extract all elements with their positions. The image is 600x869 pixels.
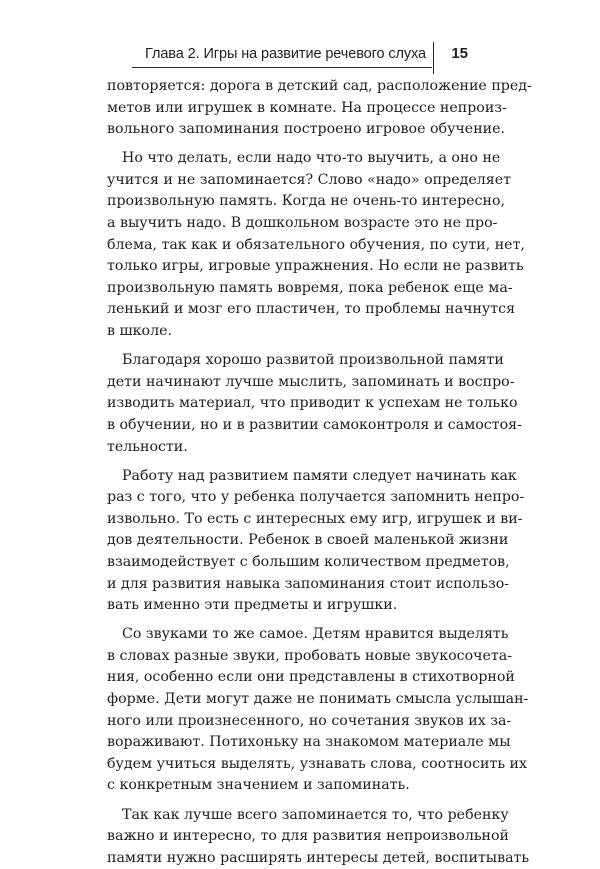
paragraph	[107, 805, 471, 869]
text-line: ленький и мозг его пластичен, то проблемы начнутся	[107, 299, 471, 321]
paragraph	[107, 466, 471, 617]
text-line: Благодаря хорошо развитой произвольной памяти	[107, 350, 471, 372]
text-line: в школе.	[107, 321, 471, 343]
text-line: учится и не запоминается? Слово «надо» определяет	[107, 170, 471, 192]
text-line: дети начинают лучше мыслить, запоминать и воспро-	[107, 372, 471, 394]
header-separator	[433, 42, 435, 74]
paragraph	[107, 148, 471, 342]
text-line: будем учиться выделять, узнавать слова, соотносить их	[107, 754, 471, 776]
text-line: форме. Дети могут даже не понимать смысла услышан-	[107, 689, 471, 711]
text-line: раз с того, что у ребенка получается запомнить непро-	[107, 487, 471, 509]
text-line: Так как лучше всего запоминается то, что ребенку	[107, 805, 471, 827]
body-text	[107, 76, 471, 869]
text-line: только игры, игровые упражнения. Но если не развить	[107, 256, 471, 278]
page-number: 15	[451, 45, 468, 62]
text-line: вораживают. Потихоньку на знакомом материале мы	[107, 732, 471, 754]
text-line: а выучить надо. В дошкольном возрасте это не про-	[107, 213, 471, 235]
text-line: Работу над развитием памяти следует начинать как	[107, 466, 471, 488]
text-line: памяти нужно расширять интересы детей, воспитывать	[107, 848, 471, 869]
text-line: произвольную память вовремя, пока ребенок еще ма-	[107, 278, 471, 300]
text-line: тельности.	[107, 437, 471, 459]
paragraph	[107, 624, 471, 797]
text-line: с конкретным значением и запоминать.	[107, 775, 471, 797]
header-rule	[132, 67, 432, 68]
text-line: важно и интересно, то для развития непроизвольной	[107, 826, 471, 848]
text-line: произвольную память. Когда не очень-то интересно,	[107, 191, 471, 213]
chapter-title: Глава 2. Игры на развитие речевого слуха	[145, 46, 426, 62]
text-line: и для развития навыка запоминания стоит использо-	[107, 574, 471, 596]
text-line: извольно. То есть с интересных ему игр, игрушек и ви-	[107, 509, 471, 531]
text-line: в словах разные звуки, пробовать новые звукосочета-	[107, 646, 471, 668]
text-line: вать именно эти предметы и игрушки.	[107, 595, 471, 617]
text-line: ного или произнесенного, но сочетания звуков их за-	[107, 711, 471, 733]
text-line: блема, так как и обязательного обучения, по сути, нет,	[107, 235, 471, 257]
running-header	[132, 42, 470, 68]
text-line: Но что делать, если надо что-то выучить, а оно не	[107, 148, 471, 170]
paragraph	[107, 350, 471, 458]
text-line: повторяется: дорога в детский сад, расположение пред-	[107, 76, 471, 98]
text-line: изводить материал, что приводит к успехам не только	[107, 393, 471, 415]
paragraph	[107, 76, 471, 141]
text-line: вольного запоминания построено игровое обучение.	[107, 119, 471, 141]
text-line: Со звуками то же самое. Детям нравится выделять	[107, 624, 471, 646]
text-line: ния, особенно если они представлены в стихотворной	[107, 667, 471, 689]
text-line: взаимодействует с большим количеством предметов,	[107, 552, 471, 574]
text-line: в обучении, но и в развитии самоконтроля и самостоя-	[107, 415, 471, 437]
text-line: метов или игрушек в комнате. На процессе непроиз-	[107, 98, 471, 120]
text-line: дов деятельности. Ребенок в своей маленькой жизни	[107, 530, 471, 552]
